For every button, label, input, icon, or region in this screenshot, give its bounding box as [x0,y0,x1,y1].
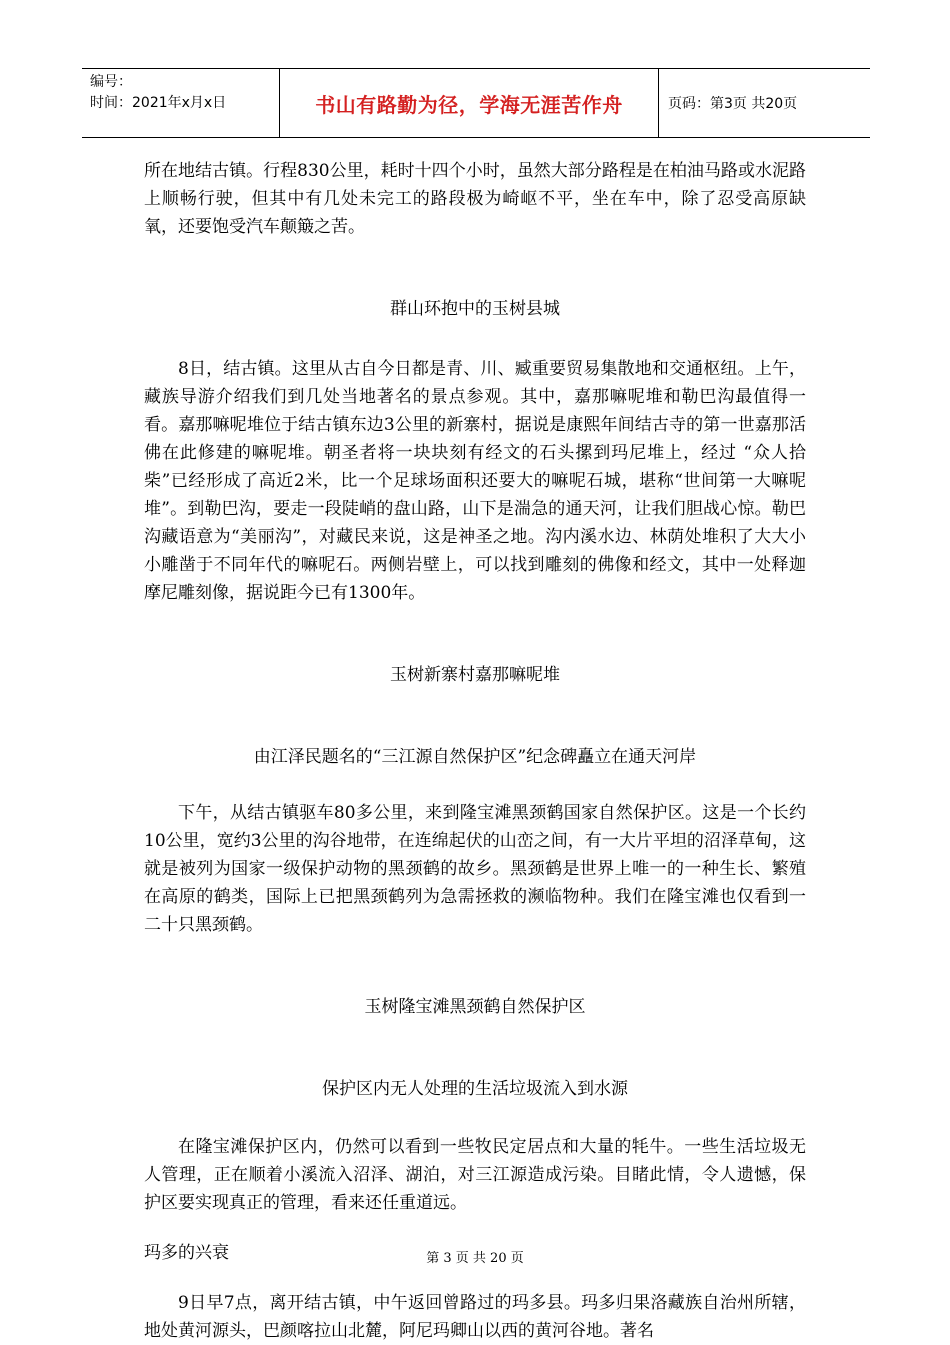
section-heading: 玛多的兴衰 [144,1243,229,1263]
paragraph-1: 所在地结古镇。行程830公里，耗时十四个小时，虽然大部分路程是在柏油马路或水泥路上顺畅行驶，但其中有几处未完工的路段极为崎岖不平，坐在车中，除了忍受高原缺氧，还要饱受汽车颠簸之苦。 [144,161,806,237]
document-number-label: 编号： [90,74,132,90]
paragraph-3: 下午，从结古镇驱车80多公里，来到隆宝滩黑颈鹤国家自然保护区。这是一个长约10公里，宽约3公里的沟谷地带，在连绵起伏的山峦之间，有一大片平坦的沼泽草甸，这就是被列为国家一级保护动物的黑颈鹤的故乡。黑颈鹤是世界上唯一的一种生长、繁殖在高原的鹤类，国际上已把黑颈鹤列为急需拯救的濒临物种。我们在隆宝滩也仅看到一二十只黑颈鹤。 [144,803,806,935]
photo-caption-4: 玉树隆宝滩黑颈鹤自然保护区 [364,997,586,1017]
paragraph-4: 在隆宝滩保护区内，仍然可以看到一些牧民定居点和大量的牦牛。一些生活垃圾无人管理，正在顺着小溪流入沼泽、湖泊，对三江源造成污染。目睹此情，令人遗憾，保护区要实现真正的管理，看来还任重道远。 [144,1137,806,1213]
photo-caption-5: 保护区内无人处理的生活垃圾流入到水源 [322,1079,628,1099]
photo-caption-2: 玉树新寨村嘉那嘛呢堆 [390,665,560,685]
page-footer: 第 3 页 共 20 页 [426,1251,524,1266]
document-date: 时间：2021年x月x日 [90,95,227,111]
header-table [82,68,870,138]
document-body [144,157,806,1345]
paragraph-5: 9日早7点，离开结古镇，中午返回曾路过的玛多县。玛多归果洛藏族自治州所辖，地处黄河源头，巴颜喀拉山北麓，阿尼玛卿山以西的黄河谷地。著名 [144,1293,806,1341]
paragraph-2: 8日，结古镇。这里从古自今日都是青、川、臧重要贸易集散地和交通枢纽。上午，藏族导游介绍我们到几处当地著名的景点参观。其中，嘉那嘛呢堆和勒巴沟最值得一看。嘉那嘛呢堆位于结古镇东边3公里的新寨村，据说是康熙年间结古寺的第一世嘉那活佛在此修建的嘛呢堆。朝圣者将一块块刻有经文的石头摞到玛尼堆上，经过 “众人拾柴”已经形成了高近2米，比一个足球场面积还要大的嘛呢石城，堪称“世间第一大嘛呢堆”。到勒巴沟，要走一段陡峭的盘山路，山下是湍急的通天河，让我们胆战心惊。勒巴沟藏语意为“美丽沟”，对藏民来说，这是神圣之地。沟内溪水边、林荫处堆积了大大小小雕凿于不同年代的嘛呢石。两侧岩壁上，可以找到雕刻的佛像和经文，其中一处释迦摩尼雕刻像，据说距今已有1300年。 [144,359,806,603]
photo-caption-1: 群山环抱中的玉树县城 [390,299,560,319]
header-page-number: 页码：第3页 共20页 [668,96,798,112]
photo-caption-3: 由江泽民题名的“三江源自然保护区”纪念碑矗立在通天河岸 [253,747,697,767]
header-motto: 书山有路勤为径，学海无涯苦作舟 [280,69,659,137]
header-meta [82,69,280,137]
